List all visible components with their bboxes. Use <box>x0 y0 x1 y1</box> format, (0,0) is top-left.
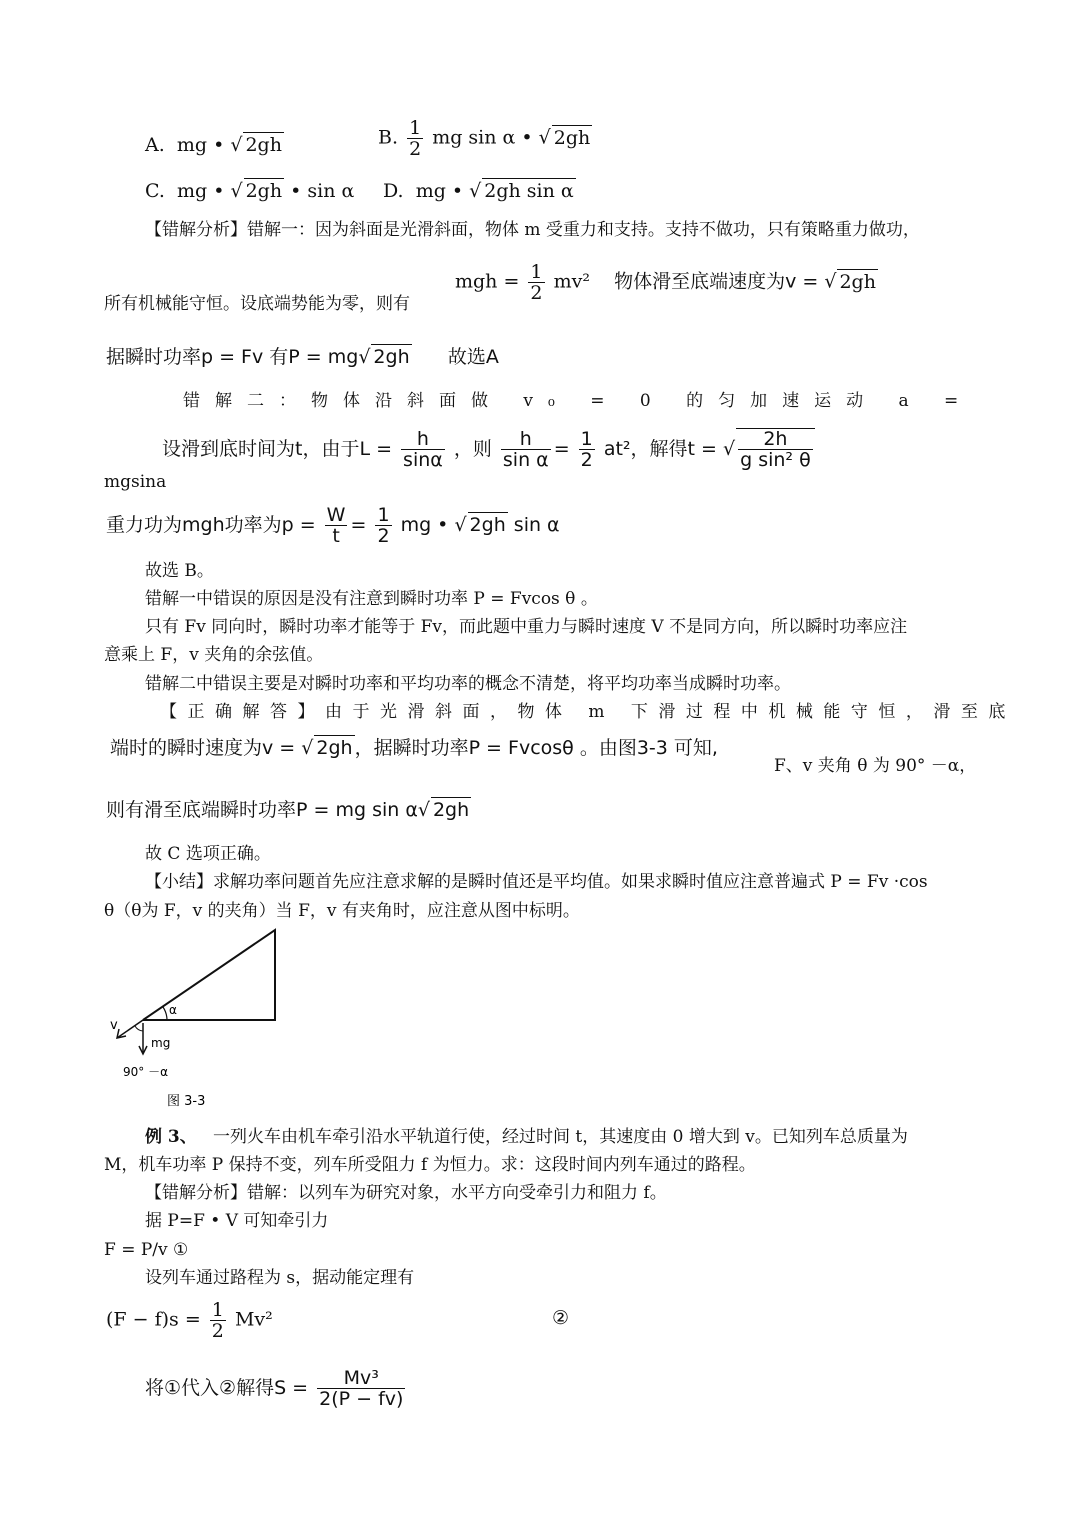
reason-2a: 只有 Fv 同向时，瞬时功率才能等于 Fv，而此题中重力与瞬时速度 V 不是同方向，所以瞬时功率应注 <box>145 617 908 637</box>
angle-text: F、v 夹角 θ 为 90° －α， <box>774 756 977 776</box>
example3-line1: 例 3、 一列火车由机车牵引沿水平轨道行使，经过时间 t，其速度由 0 增大到 v。已知列车总质量为 <box>145 1127 908 1147</box>
example3-step2: F = P/v ① <box>104 1240 189 1260</box>
figure-caption: 图 3-3 <box>167 1094 206 1109</box>
alpha-arc <box>163 1007 167 1020</box>
summary-line1: 【小结】求解功率问题首先应注意求解的是瞬时值还是平均值。如果求瞬时值应注意普遍式 P = Fv ·cos <box>145 872 928 892</box>
incline-triangle <box>143 930 275 1020</box>
option-a: A. mg • √ 2gh <box>145 134 282 156</box>
label-alpha: α <box>169 1003 177 1017</box>
summary-line2: θ（θ为 F，v 的夹角）当 F，v 有夹角时，应注意从图中标明。 <box>104 901 580 921</box>
label-v: v <box>110 1018 118 1033</box>
wrong-analysis-line2: 所有机械能守恒。设底端势能为零，则有 <box>104 294 410 314</box>
correct-line3: 则有滑至底端瞬时功率P = mg sin α√ 2gh <box>106 799 470 821</box>
energy-equation: mgh = $\frac{1}{2}$ mv² 物体滑至底端速度为v = √ 2gh <box>455 261 876 304</box>
option-d: D. mg • √ 2gh sin α <box>383 180 574 202</box>
example3-analysis: 【错解分析】错解：以列车为研究对象，水平方向受牵引力和阻力 f。 <box>145 1183 667 1203</box>
option-b: B. $\frac{1}{2}$ mg sin α • √ 2gh <box>378 117 591 160</box>
wrong2-line: 错解二：物体沿斜面做 v₀ = 0 的匀加速运动 a = <box>183 391 974 411</box>
work-power-equation: 重力功为mgh功率为p = $\frac{W}{t}$ = $\frac{1}{2}$ mg • √ 2gh sin α <box>106 504 560 547</box>
fraction-half: $\frac{1}{2}$ <box>409 117 422 160</box>
wrong-analysis-line1: 【错解分析】错解一：因为斜面是光滑斜面，物体 m 受重力和支持。支持不做功，只有策略重力做功， <box>145 220 920 240</box>
choose-b: 故选 B。 <box>145 561 214 581</box>
option-c: C. mg • √ 2gh • sin α <box>145 180 355 202</box>
reason-3: 错解二中错误主要是对瞬时功率和平均功率的概念不清楚，将平均功率当成瞬时功率。 <box>145 674 791 694</box>
wrong2-tail: mgsina <box>104 472 167 492</box>
incline-figure <box>105 925 305 1115</box>
kinetic-energy-equation: (F − f)s = $\frac{1}{2}$ Mv² <box>106 1299 273 1342</box>
reason-1: 错解一中错误的原因是没有注意到瞬时功率 P = Fvcos θ 。 <box>145 589 598 609</box>
label-angle: 90° －α <box>123 1065 168 1079</box>
example3-step1: 据 P=F • V 可知牵引力 <box>145 1211 329 1231</box>
conclusion: 故 C 选项正确。 <box>145 844 271 864</box>
final-equation: 将①代入②解得S = $\frac{\text{Mv³}}{2(P - fv)}$ <box>145 1367 404 1410</box>
correct-line2: 端时的瞬时速度为v = √ 2gh ，据瞬时功率P = Fvcosθ 。由图3-3 可知, <box>110 737 718 759</box>
velocity-arrow <box>117 1020 143 1038</box>
example3-line2: M，机车功率 P 保持不变，列车所受阻力 f 为恒力。求：这段时间内列车通过的路程。 <box>104 1155 756 1175</box>
angle-arc <box>135 1026 143 1031</box>
instant-power-wrong: 据瞬时功率p = Fv 有P = mg√ 2gh 故选A <box>106 346 499 368</box>
label-mg: mg <box>151 1036 171 1050</box>
time-equation: 设滑到底时间为t，由于L = $\frac{h}{\sin\alpha}$ ，则 $\frac{h}{\text{sin α}}$ = $\frac{1}{2}$ at²，解得t = √ $\frac{2h}{\text{g sin² θ}}$ <box>162 428 815 470</box>
example3-step3: 设列车通过路程为 s，据动能定理有 <box>145 1268 415 1288</box>
equation-mark-2: ② <box>552 1307 570 1329</box>
correct-heading: 【正确解答】由于光滑斜面，物体 m 下滑过程中机械能守恒，滑至底 <box>160 702 1016 722</box>
reason-2b: 意乘上 F，v 夹角的余弦值。 <box>104 645 324 665</box>
